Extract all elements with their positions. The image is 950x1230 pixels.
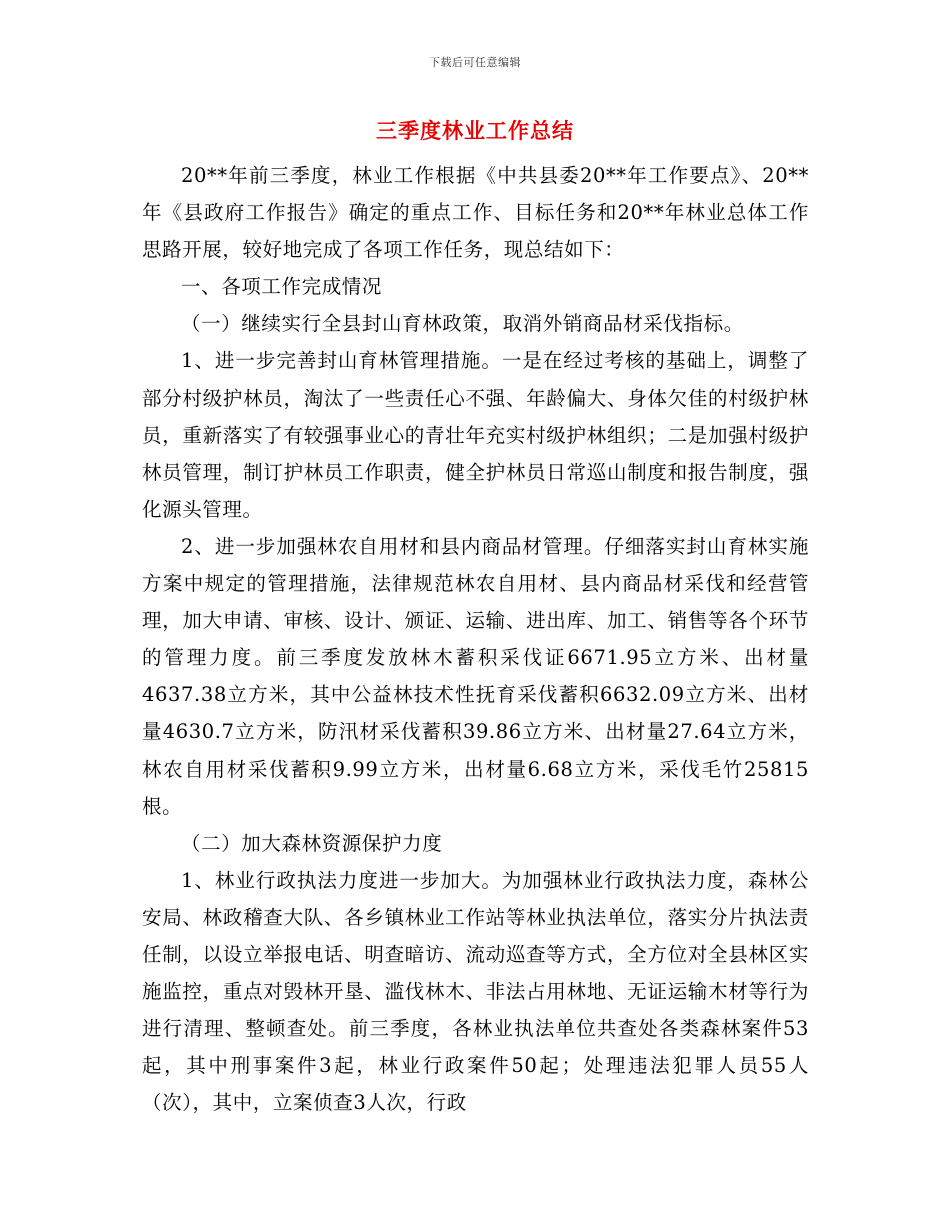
paragraph-item-2: 2、进一步加强林农自用材和县内商品材管理。仔细落实封山育林实施方案中规定的管理措施，法律规范林农自用材、县内商品材采伐和经营管理，加大申请、审核、设计、颁证、运输、进出库、加工、销售等各个环节的管理力度。前三季度发放林木蓄积采伐证6671.95立方米、出材量4637.38立方米，其中公益林技术性抚育采伐蓄积6632.09立方米、出材量4630.7立方米，防汛材采伐蓄积39.86立方米、出材量27.64立方米，林农自用材采伐蓄积9.99立方米，出材量6.68立方米，采伐毛竹25815根。	[142, 534, 810, 818]
document-title: 三季度林业工作总结	[376, 118, 574, 143]
paragraph-item-3: 1、林业行政执法力度进一步加大。为加强林业行政执法力度，森林公安局、林政稽查大队、各乡镇林业工作站等林业执法单位，落实分片执法责任制，以设立举报电话、明查暗访、流动巡查等方式，全方位对全县林区实施监控，重点对毁林开垦、滥伐林木、非法占用林地、无证运输木材等行为进行清理、整顿查处。前三季度，各林业执法单位共查处各类森林案件53起，其中刑事案件3起，林业行政案件50起；处理违法犯罪人员55人（次），其中，立案侦查3人次，行政	[142, 868, 809, 1115]
paragraph-intro: 20**年前三季度，林业工作根据《中共县委20**年工作要点》、20**年《县政府工作报告》确定的重点工作、目标任务和20**年林业总体工作思路开展，较好地完成了各项工作任务，现总结如下：	[142, 164, 809, 262]
header-note: 下载后可任意编辑	[429, 56, 521, 69]
section-heading-1: 一、各项工作完成情况	[181, 275, 383, 299]
paragraph-item-1: 1、进一步完善封山育林管理措施。一是在经过考核的基础上，调整了部分村级护林员，淘汰了一些责任心不强、年龄偏大、身体欠佳的村级护林员，重新落实了有较强事业心的青壮年充实村级护林组织；二是加强村级护林员管理，制订护林员工作职责，健全护林员日常巡山制度和报告制度，强化源头管理。	[142, 349, 809, 521]
document-body	[142, 157, 809, 1121]
subsection-heading-2: （二）加大森林资源保护力度	[181, 831, 443, 855]
subsection-heading-1: （一）继续实行全县封山育林政策，取消外销商品材采伐指标。	[181, 312, 744, 336]
